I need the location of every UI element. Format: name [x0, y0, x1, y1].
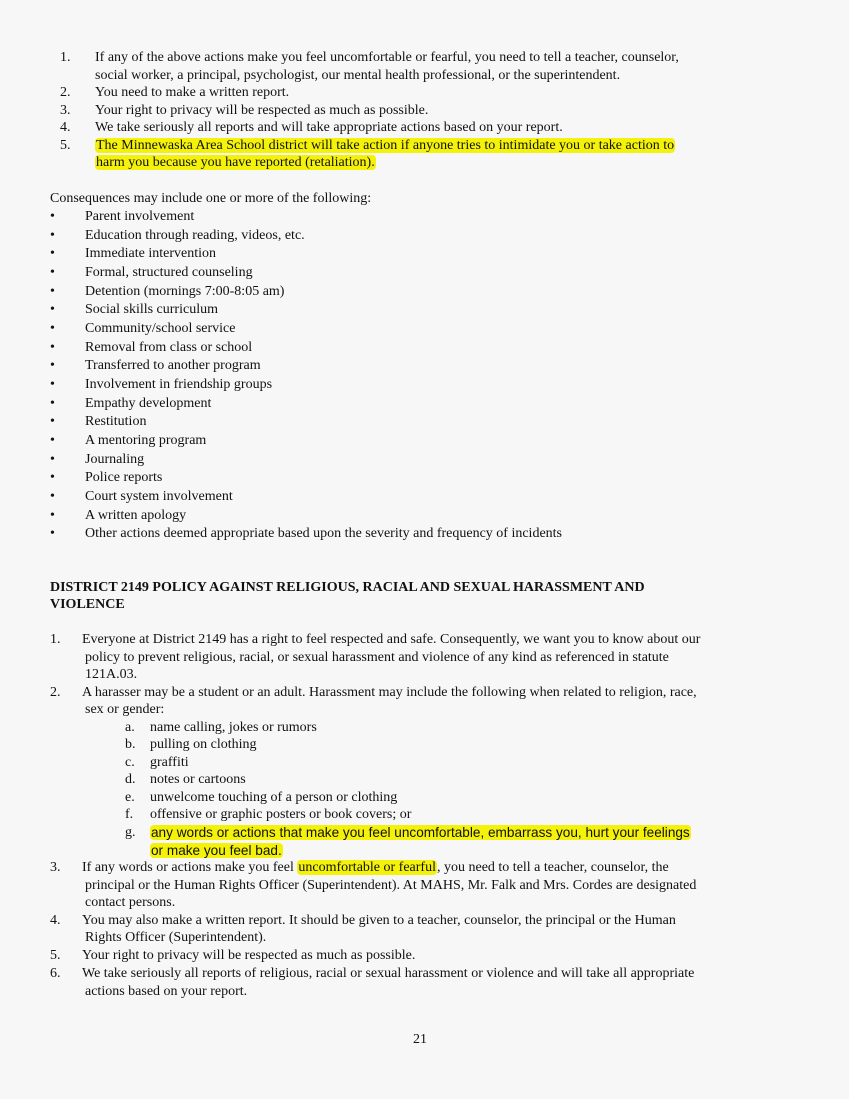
list-number: 5.: [50, 948, 61, 963]
consequences-intro: Consequences may include one or more of the following:: [50, 191, 372, 206]
sub-item-letter: d.: [125, 772, 136, 787]
bullet-icon: •: [50, 508, 55, 523]
bullet-icon: •: [50, 433, 55, 448]
list-number: 2.: [50, 685, 61, 700]
consequence-item: Parent involvement: [85, 209, 195, 224]
consequence-item: Involvement in friendship groups: [85, 377, 273, 392]
list-number: 6.: [50, 966, 61, 981]
text: , you need to tell a teacher, counselor, the: [436, 860, 669, 875]
bullet-icon: •: [50, 302, 55, 317]
list-item-text: You need to make a written report.: [95, 85, 290, 100]
sub-item-text: name calling, jokes or rumors: [150, 720, 317, 735]
highlighted-text: harm you because you have reported (retaliation).: [96, 155, 375, 170]
list-item-text: Rights Officer (Superintendent).: [85, 930, 267, 945]
list-item-text: policy to prevent religious, racial, or sexual harassment and violence of any kind as referenced in statute: [85, 650, 669, 665]
consequence-item: A written apology: [85, 508, 187, 523]
highlighted-text: any words or actions that make you feel uncomfortable, embarrass you, hurt your feelings: [151, 825, 690, 840]
highlighted-text: or make you feel bad.: [151, 843, 282, 858]
consequence-item: Restitution: [85, 414, 147, 429]
list-item-text: actions based on your report.: [85, 984, 248, 999]
bullet-icon: •: [50, 228, 55, 243]
list-number: 5.: [60, 138, 71, 153]
consequence-item: Education through reading, videos, etc.: [85, 228, 305, 243]
list-item-text: You may also make a written report. It should be given to a teacher, counselor, the principal or the Human: [82, 913, 676, 928]
consequence-item: Empathy development: [85, 396, 212, 411]
sub-item-text: graffiti: [150, 755, 189, 770]
consequence-item: Transferred to another program: [85, 358, 261, 373]
list-number: 2.: [60, 85, 71, 100]
bullet-icon: •: [50, 246, 55, 261]
text: If any words or actions make you feel: [82, 860, 298, 875]
sub-item-letter: f.: [125, 807, 134, 822]
highlighted-text: The Minnewaska Area School district will take action if anyone tries to intimidate you or take action to: [96, 138, 675, 153]
sub-item-text: unwelcome touching of a person or clothing: [150, 790, 398, 805]
list-item-text: We take seriously all reports of religious, racial or sexual harassment or violence and will take all appropriate: [82, 966, 695, 981]
list-item-text: Everyone at District 2149 has a right to feel respected and safe. Consequently, we want you to know about our: [82, 632, 701, 647]
consequence-item: Detention (mornings 7:00-8:05 am): [85, 284, 285, 299]
list-item-text: 121A.03.: [85, 667, 138, 682]
list-item-text: Your right to privacy will be respected as much as possible.: [82, 948, 416, 963]
page-number: 21: [413, 1032, 427, 1047]
sub-item-letter: c.: [125, 755, 135, 770]
sub-item-letter: b.: [125, 737, 136, 752]
sub-item-text: [150, 824, 691, 843]
consequence-item: Removal from class or school: [85, 340, 253, 355]
consequence-item: A mentoring program: [85, 433, 207, 448]
bullet-icon: •: [50, 358, 55, 373]
bullet-icon: •: [50, 414, 55, 429]
bullet-icon: •: [50, 396, 55, 411]
bullet-icon: •: [50, 265, 55, 280]
bullet-icon: •: [50, 284, 55, 299]
bullet-icon: •: [50, 526, 55, 541]
list-item-text: Your right to privacy will be respected as much as possible.: [95, 103, 429, 118]
list-item-text: contact persons.: [85, 895, 176, 910]
list-item-text: [82, 859, 669, 877]
list-item-text: A harasser may be a student or an adult. Harassment may include the following when related to religion, race,: [82, 685, 697, 700]
consequence-item: Formal, structured counseling: [85, 265, 253, 280]
bullet-icon: •: [50, 489, 55, 504]
list-item-text: We take seriously all reports and will take appropriate actions based on your report.: [95, 120, 563, 135]
consequence-item: Social skills curriculum: [85, 302, 218, 317]
list-item-text: [95, 154, 376, 172]
bullet-icon: •: [50, 209, 55, 224]
bullet-icon: •: [50, 340, 55, 355]
consequence-item: Court system involvement: [85, 489, 233, 504]
list-item-text: sex or gender:: [85, 702, 165, 717]
list-number: 1.: [50, 632, 61, 647]
sub-item-text: notes or cartoons: [150, 772, 246, 787]
sub-item-text: offensive or graphic posters or book covers; or: [150, 807, 412, 822]
list-number: 1.: [60, 50, 71, 65]
consequence-item: Police reports: [85, 470, 163, 485]
highlighted-text: uncomfortable or fearful: [298, 860, 436, 875]
list-number: 4.: [60, 120, 71, 135]
sub-item-letter: a.: [125, 720, 135, 735]
bullet-icon: •: [50, 321, 55, 336]
list-item-text: social worker, a principal, psychologist, our mental health professional, or the superintendent.: [95, 68, 621, 83]
consequence-item: Journaling: [85, 452, 145, 467]
consequence-item: Other actions deemed appropriate based upon the severity and frequency of incidents: [85, 526, 562, 541]
consequence-item: Community/school service: [85, 321, 236, 336]
list-item-text: [95, 137, 675, 155]
bullet-icon: •: [50, 377, 55, 392]
section-heading: DISTRICT 2149 POLICY AGAINST RELIGIOUS, RACIAL AND SEXUAL HARASSMENT AND: [50, 580, 645, 595]
sub-item-letter: e.: [125, 790, 135, 805]
list-number: 3.: [50, 860, 61, 875]
list-item-text: If any of the above actions make you feel uncomfortable or fearful, you need to tell a teacher, counselor,: [95, 50, 679, 65]
sub-item-text: pulling on clothing: [150, 737, 257, 752]
section-heading: VIOLENCE: [50, 597, 125, 612]
sub-item-letter: g.: [125, 825, 136, 840]
bullet-icon: •: [50, 452, 55, 467]
list-number: 3.: [60, 103, 71, 118]
consequence-item: Immediate intervention: [85, 246, 217, 261]
list-number: 4.: [50, 913, 61, 928]
bullet-icon: •: [50, 470, 55, 485]
list-item-text: principal or the Human Rights Officer (Superintendent). At MAHS, Mr. Falk and Mrs. Cordes are designated: [85, 878, 697, 893]
